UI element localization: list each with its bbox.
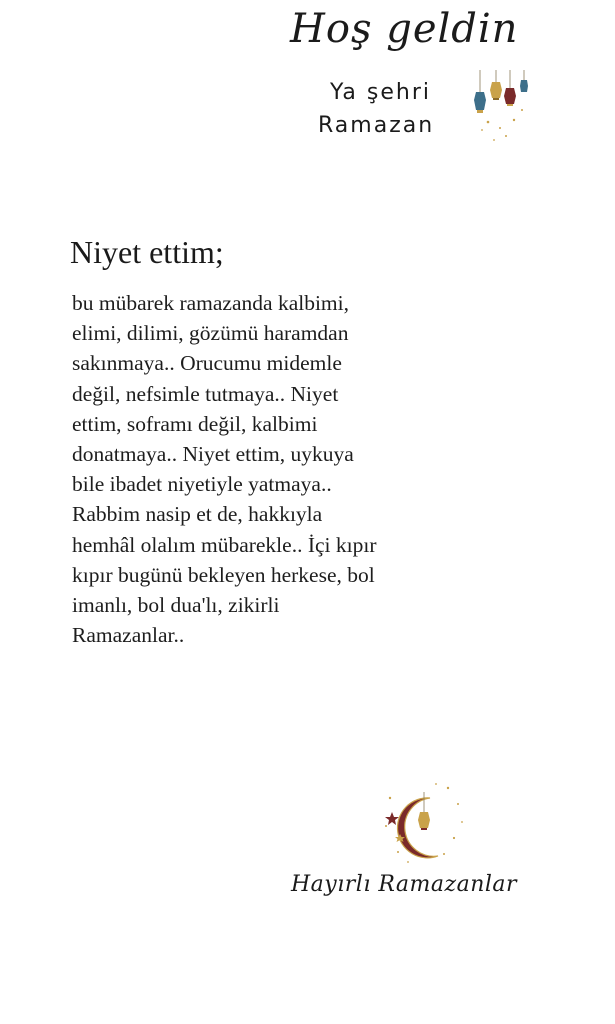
- greeting-title: Hoş geldin: [290, 6, 519, 52]
- text-line: Ramazanlar..: [72, 623, 185, 648]
- page-title: Niyet ettim;: [70, 234, 224, 270]
- greeting-line-ya-sehri: Ya şehri: [330, 80, 431, 105]
- footer-greeting: Hayırlı Ramazanlar: [291, 872, 518, 897]
- text-line: değil, nefsimle tutmaya.. Niyet: [72, 381, 339, 406]
- text-line: kıpır bugünü bekleyen herkese, bol: [72, 562, 375, 587]
- text-line: hemhâl olalım mübarekle.. İçi kıpır: [72, 532, 377, 557]
- text-line: donatmaya.. Niyet ettim, uykuya: [72, 442, 354, 467]
- greeting-line-ramazan: Ramazan: [318, 113, 435, 138]
- text-line: bile ibadet niyetiyle yatmaya..: [72, 472, 332, 497]
- text-line: bu mübarek ramazanda kalbimi,: [72, 291, 350, 315]
- header: [0, 0, 615, 170]
- text-line: ettim, soframı değil, kalbimi: [72, 411, 318, 436]
- text-line: imanlı, bol dua'lı, zikirli: [72, 593, 280, 618]
- crescent-moon-lantern-icon: [378, 778, 468, 868]
- hanging-lanterns-icon: [470, 70, 540, 150]
- text-line: elimi, dilimi, gözümü haramdan: [72, 321, 349, 346]
- text-line: Rabbim nasip et de, hakkıyla: [72, 502, 323, 527]
- intention-text: [72, 288, 417, 650]
- text-line: sakınmaya.. Orucumu midemle: [72, 351, 342, 376]
